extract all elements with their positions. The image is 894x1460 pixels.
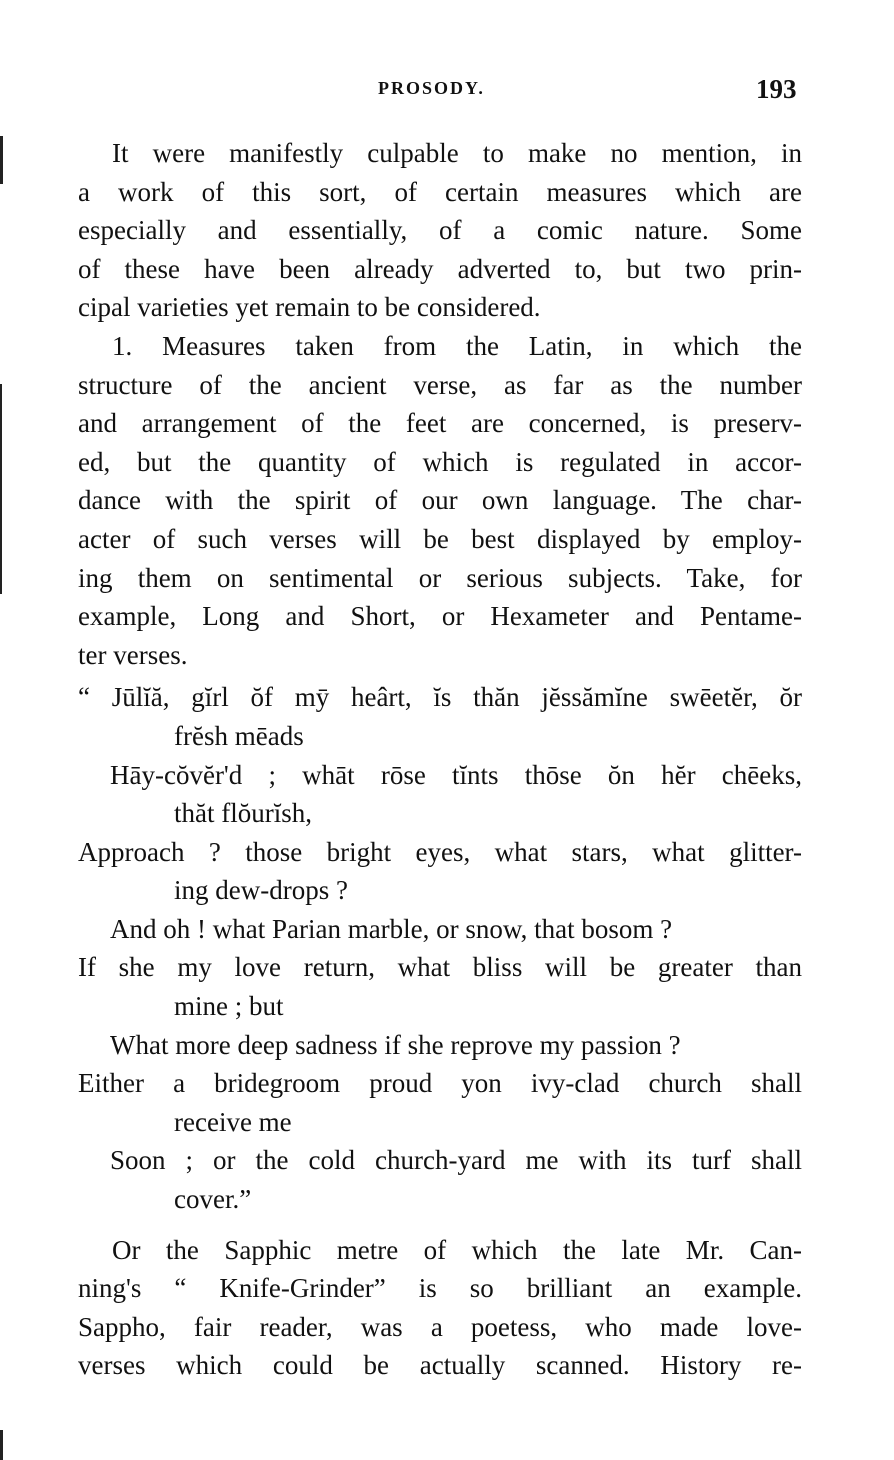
poem-line: And oh ! what Parian marble, or snow, that bosom ? bbox=[110, 913, 673, 944]
text-line: dance with the spirit of our own language. The char- bbox=[78, 485, 802, 516]
text-line: cipal varieties yet remain to be considered. bbox=[78, 292, 541, 323]
page-edge-mark bbox=[0, 136, 3, 184]
poem-line: If she my love return, what bliss will be greater than bbox=[78, 952, 802, 983]
page-body bbox=[78, 134, 802, 1385]
text-line: It were manifestly culpable to make no mention, in bbox=[112, 138, 802, 168]
paragraph-latin-measures bbox=[78, 327, 802, 674]
text-line: structure of the ancient verse, as far as the number bbox=[78, 369, 802, 400]
text-line: example, Long and Short, or Hexameter and Pentame- bbox=[78, 601, 802, 632]
poem-line: Hāy-cŏvĕr'd ; whāt rōse tĭnts thōse ŏn hĕr chēeks, bbox=[110, 759, 802, 790]
text-line: especially and essentially, of a comic nature. Some bbox=[78, 215, 802, 246]
poem-line: mine ; but bbox=[174, 991, 284, 1022]
text-line: of these have been already adverted to, but two prin- bbox=[78, 253, 802, 284]
text-line: verses which could be actually scanned. History re- bbox=[78, 1350, 802, 1381]
paragraph-sapphic-metre bbox=[78, 1231, 802, 1385]
poem-line: receive me bbox=[174, 1106, 292, 1137]
page-header bbox=[0, 74, 894, 110]
text-line: Sappho, fair reader, was a poetess, who made love- bbox=[78, 1311, 802, 1342]
text-line: ed, but the quantity of which is regulated in accor- bbox=[78, 446, 802, 477]
text-line: ing them on sentimental or serious subjects. Take, for bbox=[78, 562, 802, 593]
text-line: Or the Sapphic metre of which the late Mr. Can- bbox=[112, 1234, 802, 1265]
poem-line: Soon ; or the cold church-yard me with its turf shall bbox=[110, 1145, 802, 1176]
text-line: a work of this sort, of certain measures which are bbox=[78, 176, 802, 207]
page-number: 193 bbox=[756, 74, 797, 104]
poem-line: ing dew-drops ? bbox=[174, 875, 348, 906]
text-line: ter verses. bbox=[78, 639, 188, 670]
poem-line: Either a bridegroom proud yon ivy-clad church shall bbox=[78, 1068, 802, 1099]
poem-line: cover.” bbox=[174, 1184, 252, 1215]
poem-hexameter-pentameter bbox=[78, 678, 802, 1218]
poem-line: Approach ? those bright eyes, what stars, what glitter- bbox=[78, 836, 802, 867]
page-edge-mark bbox=[0, 1430, 3, 1460]
text-line: and arrangement of the feet are concerned, is preserv- bbox=[78, 408, 802, 439]
text-line: 1. Measures taken from the Latin, in which the bbox=[112, 330, 802, 361]
paragraph-comic-measures bbox=[78, 134, 802, 327]
poem-line: What more deep sadness if she reprove my passion ? bbox=[110, 1029, 681, 1060]
page-edge-mark bbox=[0, 384, 2, 594]
poem-line: thăt flŏurĭsh, bbox=[174, 798, 312, 829]
poem-line: frĕsh mēads bbox=[174, 720, 304, 751]
poem-line: “ Jūlĭă, gĭrl ŏf mȳ heârt, ĭs thăn jĕssămĭne swēetĕr, ŏr bbox=[78, 682, 802, 713]
text-line: acter of such verses will be best displayed by employ- bbox=[78, 523, 802, 554]
running-title: PROSODY. bbox=[378, 78, 485, 98]
text-line: ning's “ Knife-Grinder” is so brilliant an example. bbox=[78, 1273, 802, 1304]
